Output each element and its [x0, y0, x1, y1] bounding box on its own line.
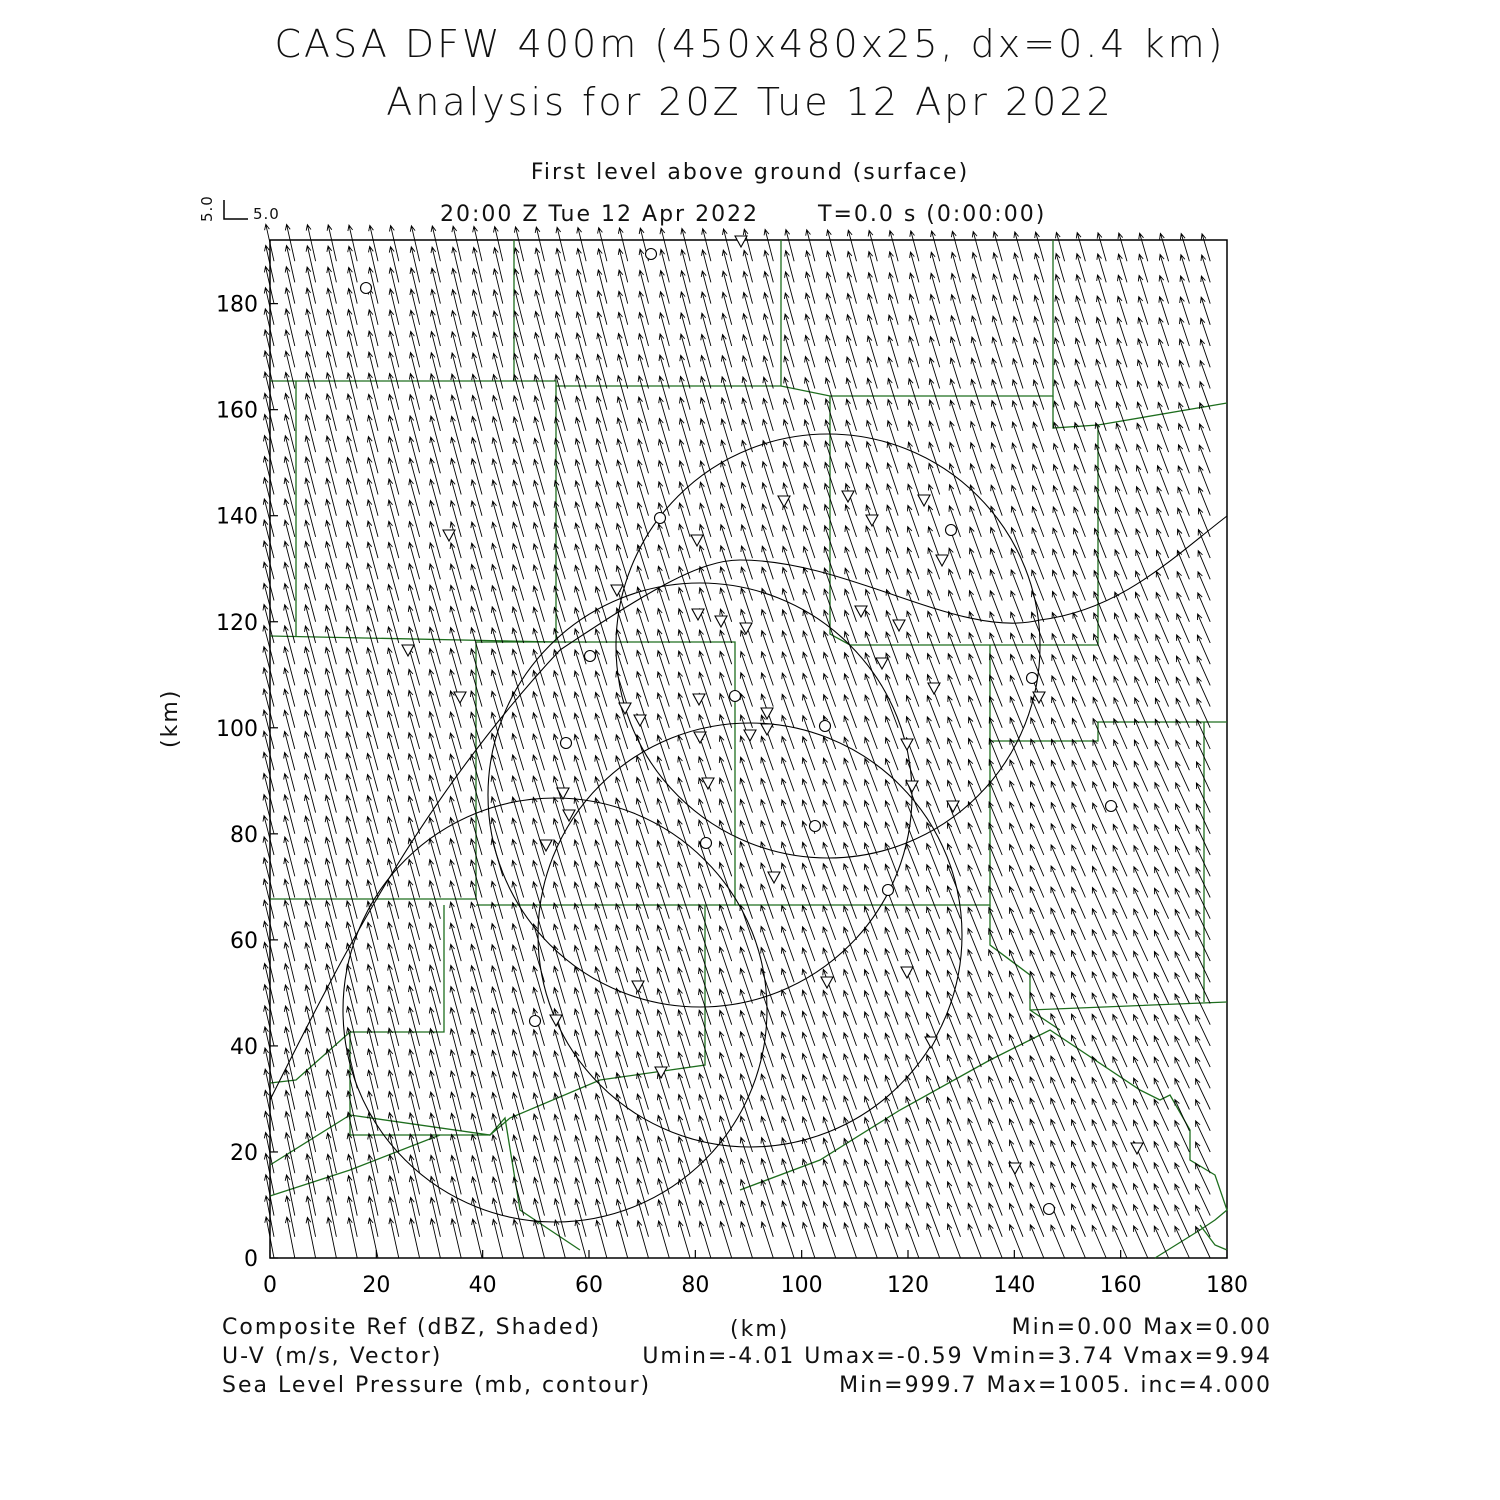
station-triangle-marker [918, 495, 930, 506]
y-tick-label: 0 [244, 1247, 258, 1272]
y-tick-label: 160 [216, 398, 258, 424]
station-triangle-marker [692, 609, 704, 620]
y-tick-label: 120 [216, 610, 258, 636]
station-circle-marker [1106, 801, 1117, 812]
station-circle-marker [820, 721, 831, 732]
station-triangle-marker [761, 724, 773, 735]
station-triangle-marker [1131, 1143, 1143, 1154]
station-triangle-marker [842, 491, 854, 502]
ref-vector [224, 200, 248, 219]
legend-wind: U-V (m/s, Vector) [222, 1344, 443, 1369]
x-tick-label: 140 [993, 1273, 1036, 1298]
y-tick-label: 40 [230, 1034, 258, 1060]
chart-title-line1: CASA DFW 400m (450x480x25, dx=0.4 km) [274, 22, 1226, 66]
station-triangle-marker [901, 739, 913, 750]
station-triangle-marker [632, 981, 644, 992]
x-axis-unit-label: (km) [730, 1317, 790, 1342]
wind-stats: Umin=-4.01 Umax=-0.59 Vmin=3.74 Vmax=9.94 [642, 1344, 1272, 1369]
station-circle-marker [883, 885, 894, 896]
station-triangle-marker [778, 496, 790, 507]
station-triangle-marker [928, 683, 940, 694]
station-triangle-marker [947, 801, 959, 812]
station-circle-marker [655, 513, 666, 524]
station-triangle-marker [611, 585, 623, 596]
station-circle-marker [810, 821, 821, 832]
level-label: First level above ground (surface) [530, 160, 970, 185]
station-triangle-marker [744, 730, 756, 741]
station-circle-marker [585, 651, 596, 662]
chart-title-line2: Analysis for 20Z Tue 12 Apr 2022 [386, 80, 1114, 124]
x-tick-label: 0 [263, 1273, 277, 1298]
station-circle-marker [530, 1016, 541, 1027]
valid-time-label: 20:00 Z Tue 12 Apr 2022 [440, 202, 760, 227]
ref-vector-x-label: 5.0 [253, 205, 280, 223]
station-triangle-marker [901, 967, 913, 978]
y-tick-label: 140 [216, 504, 258, 530]
legend-reflectivity: Composite Ref (dBZ, Shaded) [222, 1315, 602, 1340]
station-circle-marker [730, 691, 741, 702]
y-tick-label: 20 [230, 1140, 258, 1166]
station-circle-marker [561, 738, 572, 749]
station-triangle-marker [936, 555, 948, 566]
station-triangle-marker [876, 658, 888, 669]
station-triangle-marker [893, 620, 905, 631]
station-triangle-marker [702, 778, 714, 789]
ref-vector-y-label: 5.0 [198, 195, 216, 222]
x-tick-label: 20 [362, 1273, 391, 1298]
station-triangle-marker [761, 708, 773, 719]
station-circle-marker [1027, 673, 1038, 684]
station-circle-marker [701, 838, 712, 849]
y-axis-unit-label: (km) [158, 688, 183, 748]
station-triangle-marker [866, 515, 878, 526]
station-triangle-marker [402, 645, 414, 656]
y-tick-label: 80 [230, 822, 258, 848]
station-triangle-marker [768, 872, 780, 883]
y-tick-label: 60 [230, 928, 258, 954]
x-tick-label: 160 [1099, 1273, 1142, 1298]
legend-pressure: Sea Level Pressure (mb, contour) [222, 1373, 652, 1398]
forecast-time-label: T=0.0 s (0:00:00) [818, 202, 1047, 227]
x-tick-label: 80 [681, 1273, 710, 1298]
station-triangle-marker [563, 810, 575, 821]
station-triangle-marker [693, 694, 705, 705]
station-triangle-marker [906, 781, 918, 792]
y-tick-label: 100 [216, 716, 258, 742]
x-tick-label: 100 [780, 1273, 823, 1298]
x-tick-label: 60 [575, 1273, 603, 1298]
station-triangle-marker [735, 236, 747, 247]
station-triangle-marker [1009, 1163, 1021, 1174]
station-circle-marker [646, 249, 657, 260]
station-circle-marker [361, 283, 372, 294]
station-triangle-marker [715, 616, 727, 627]
station-triangle-marker [925, 1037, 937, 1048]
station-triangle-marker [619, 703, 631, 714]
axes [216, 293, 1248, 1298]
station-triangle-marker [634, 715, 646, 726]
station-triangle-marker [821, 977, 833, 988]
pressure-stats: Min=999.7 Max=1005. inc=4.000 [839, 1373, 1272, 1398]
station-triangle-marker [1033, 692, 1045, 703]
y-tick-label: 180 [216, 292, 258, 318]
station-triangle-marker [691, 535, 703, 546]
x-tick-label: 40 [468, 1273, 497, 1298]
x-tick-label: 120 [887, 1273, 929, 1298]
station-triangle-marker [454, 692, 466, 703]
station-triangle-marker [443, 530, 455, 541]
station-triangle-marker [557, 788, 569, 799]
x-tick-label: 180 [1206, 1273, 1248, 1298]
station-circle-marker [946, 525, 957, 536]
station-triangle-marker [550, 1015, 562, 1026]
station-triangle-marker [694, 732, 706, 743]
reflectivity-stats: Min=0.00 Max=0.00 [1011, 1315, 1272, 1340]
station-circle-marker [1044, 1204, 1055, 1215]
